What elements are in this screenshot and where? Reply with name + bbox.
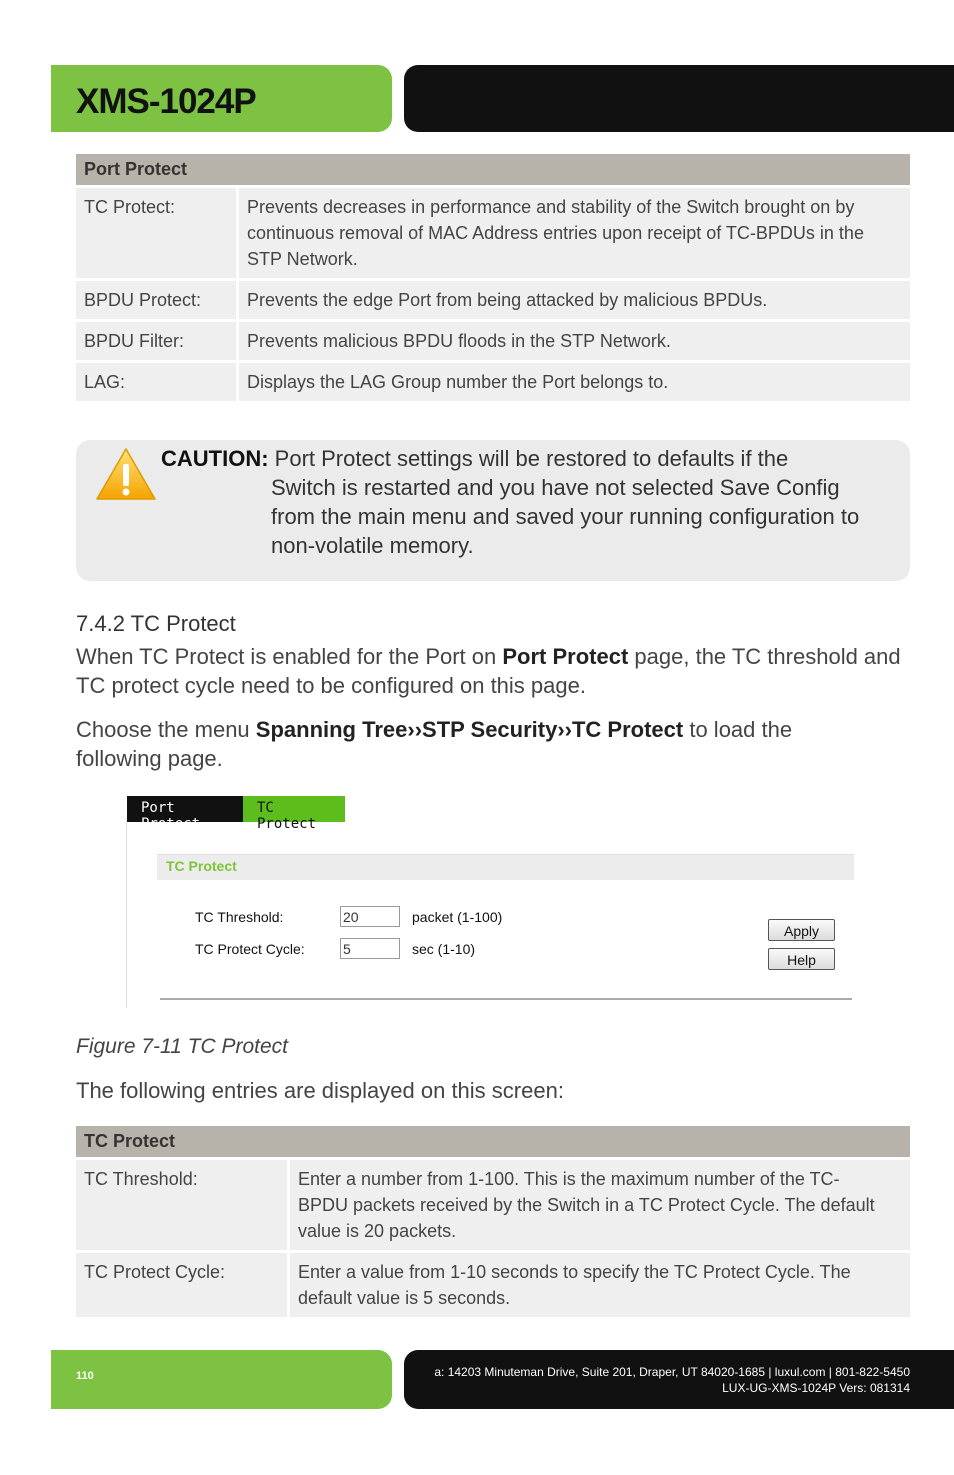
desc-cell: Prevents decreases in performance and stability of the Switch brought on by continuous removal of MAC Address entries upon receipt of TC-BPDUs in the STP Network. xyxy=(239,188,910,278)
desc-cell: Prevents the edge Port from being attacked by malicious BPDUs. xyxy=(239,281,910,319)
page-number: 110 xyxy=(76,1370,94,1382)
tc-threshold-unit: packet (1-100) xyxy=(412,909,503,925)
panel-divider xyxy=(160,998,852,1000)
caution-label: CAUTION: xyxy=(161,446,269,471)
panel-title-bar xyxy=(157,854,854,880)
figure-tabs xyxy=(127,796,345,832)
table-row xyxy=(76,281,910,319)
tab-port-protect[interactable]: Port Protect xyxy=(127,796,243,822)
table-row xyxy=(76,1253,910,1317)
desc-cell: Enter a number from 1-100. This is the maximum number of the TC-BPDU packets received by the Switch in a TC Protect Cycle. The default value is 20 packets. xyxy=(290,1160,910,1250)
term-cell: BPDU Filter: xyxy=(76,322,239,360)
term-cell: TC Threshold: xyxy=(76,1160,290,1250)
text-run-bold: Port Protect xyxy=(502,644,629,669)
footer-info xyxy=(434,1364,910,1396)
term-cell: BPDU Protect: xyxy=(76,281,239,319)
paragraph xyxy=(76,715,796,773)
term-cell: TC Protect: xyxy=(76,188,239,278)
figure-caption: Figure 7-11 TC Protect xyxy=(76,1035,289,1058)
entries-intro: The following entries are displayed on this screen: xyxy=(76,1078,564,1103)
table-row xyxy=(76,1160,910,1250)
port-protect-table xyxy=(76,151,910,404)
header-black-bar xyxy=(404,65,954,132)
tc-threshold-label: TC Threshold: xyxy=(195,909,284,925)
caution-line: Switch is restarted and you have not selected Save Config xyxy=(271,475,840,500)
text-run: Choose the menu xyxy=(76,717,256,742)
tc-protect-table xyxy=(76,1123,910,1320)
desc-cell: Enter a value from 1-10 seconds to specify the TC Protect Cycle. The default value is 5 seconds. xyxy=(290,1253,910,1317)
tab-tc-protect[interactable]: TC Protect xyxy=(243,796,345,822)
apply-button[interactable]: Apply xyxy=(768,919,835,941)
footer-green-bar xyxy=(51,1350,392,1409)
footer-doc-id: LUX-UG-XMS-1024P Vers: 081314 xyxy=(722,1381,910,1395)
tc-cycle-label: TC Protect Cycle: xyxy=(195,941,305,957)
table-row xyxy=(76,363,910,401)
table-title: Port Protect xyxy=(76,154,910,185)
help-button[interactable]: Help xyxy=(768,948,835,970)
term-cell: TC Protect Cycle: xyxy=(76,1253,290,1317)
section-heading: 7.4.2 TC Protect xyxy=(76,611,236,636)
caution-line: non-volatile memory. xyxy=(271,533,474,558)
paragraph xyxy=(76,642,916,700)
text-run: to load the following page. xyxy=(76,717,793,771)
text-run: page, the TC threshold and TC protect cycle need to be configured on this page. xyxy=(76,644,901,698)
page-title: XMS-1024P xyxy=(76,82,256,121)
menu-path: Spanning Tree››STP Security››TC Protect xyxy=(255,717,684,742)
table-title: TC Protect xyxy=(76,1126,910,1157)
caution-text xyxy=(161,444,881,560)
tc-cycle-unit: sec (1-10) xyxy=(412,941,476,957)
footer-address: a: 14203 Minuteman Drive, Suite 201, Draper, UT 84020-1685 | luxul.com | 801-822-5450 xyxy=(434,1365,910,1379)
warning-triangle-icon xyxy=(95,447,157,501)
caution-line: from the main menu and saved your running configuration to xyxy=(271,504,860,529)
tc-threshold-input[interactable]: 20 xyxy=(340,906,400,927)
table-row xyxy=(76,188,910,278)
text-run: When TC Protect is enabled for the Port on xyxy=(76,644,503,669)
figure-border xyxy=(126,822,127,1008)
table-row xyxy=(76,322,910,360)
term-cell: LAG: xyxy=(76,363,239,401)
caution-line: Port Protect settings will be restored to defaults if the xyxy=(274,446,789,471)
tc-cycle-input[interactable]: 5 xyxy=(340,938,400,959)
panel-title: TC Protect xyxy=(166,858,237,874)
desc-cell: Prevents malicious BPDU floods in the STP Network. xyxy=(239,322,910,360)
desc-cell: Displays the LAG Group number the Port belongs to. xyxy=(239,363,910,401)
